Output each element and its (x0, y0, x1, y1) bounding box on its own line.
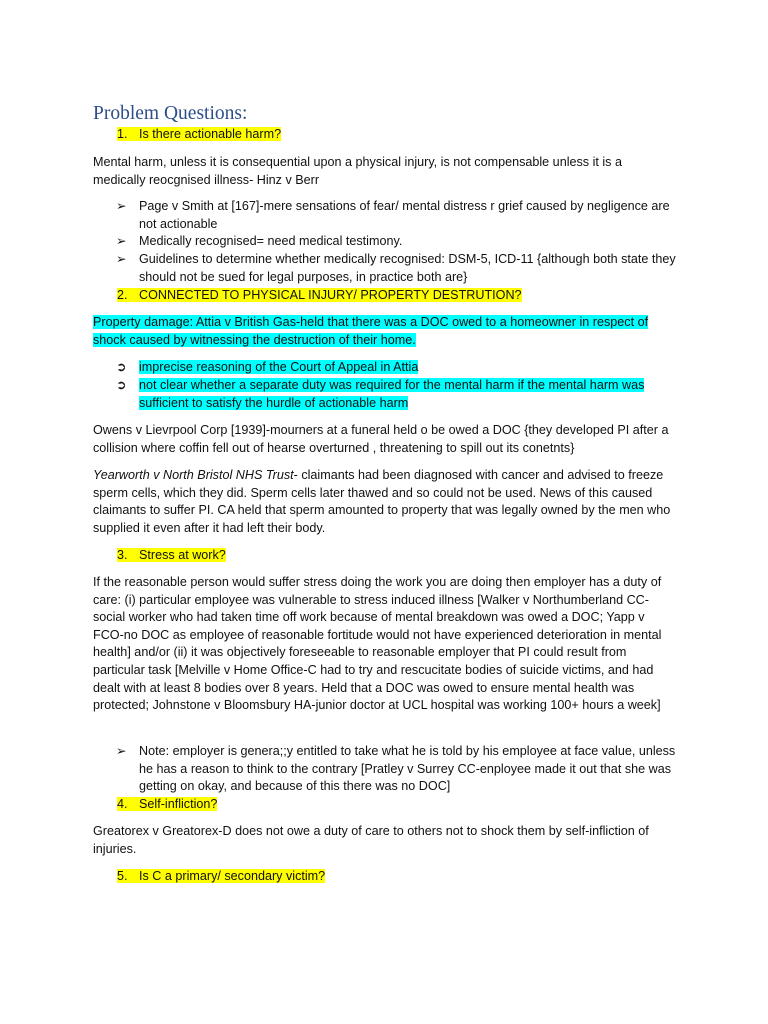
question-4: 4. Self-infliction? (117, 797, 218, 811)
bullet-item: ➢ Medically recognised= need medical testimony. (116, 233, 676, 251)
question-3: 3. Stress at work? (117, 548, 226, 562)
bullet-item: ➢ Page v Smith at [167]-mere sensations of fear/ mental distress r grief caused by negligence are not actionable (116, 199, 670, 231)
case-name: Yearworth v North Bristol NHS Trust (93, 468, 294, 482)
arrow-bullet-item: ➲ imprecise reasoning of the Court of Appeal in Attia (116, 359, 676, 377)
page-title: Problem Questions: (93, 103, 248, 124)
double-arrow-bullet-icon: ➲ (116, 360, 127, 374)
paragraph-stress: If the reasonable person would suffer stress doing the work you are doing then employer has a duty of care: (i) particular employee was vulnerable to stress induced illness [Walker v Northumberland CC-social worker who had taken time off work because of mental breakdown was owed a DOC; Yapp v FCO-no DOC as employee of reasonable fortitude would not have experienced deterioration in mental health] and/or (ii) it was objectively foreseeable to reasonable employer that PI could result from particular task [Melville v Home Office-C had to try and rescucitate bodies of suicide victims, and had dealt with at least 8 bodies over 8 years. Held that a DOC was owed to ensure mental health was protected; Johnstone v Bloomsbury HA-junior doctor at UCL hospital was working 100+ hours a week] (93, 575, 662, 713)
question-5-text: Is C a primary/ secondary victim? (139, 869, 326, 883)
bullet-item: ➢ Note: employer is genera;;y entitled to take what he is told by his employee at face value, unless he has a reason to think to the contrary [Pratley v Surrey CC-enployee made it out that she was getting on okay, and because of this there was no DOC] (116, 744, 676, 794)
arrowhead-bullet-icon: ➢ (116, 199, 127, 213)
double-arrow-bullet-icon: ➲ (116, 378, 127, 392)
arrow-bullet-item: ➲ not clear whether a separate duty was required for the mental harm if the mental harm was sufficient to satisfy the hurdle of actionable harm (116, 378, 645, 410)
arrowhead-bullet-icon: ➢ (116, 252, 127, 266)
paragraph-mental-harm: Mental harm, unless it is consequential upon a physical injury, is not compensable unless it is a medically reocgnised illness- Hinz v Berr (93, 155, 622, 187)
question-2-text: CONNECTED TO PHYSICAL INJURY/ PROPERTY DESTRUTION? (139, 288, 522, 302)
arrowhead-bullet-icon: ➢ (116, 744, 127, 758)
question-4-text: Self-infliction? (139, 797, 218, 811)
paragraph-yearworth: Yearworth v North Bristol NHS Trust- claimants had been diagnosed with cancer and advised to freeze sperm cells, which they did. Sperm cells later thawed and so could not be used. News of this caused claimants to suffer PI. CA held that sperm amounted to property that was legally owned by the men who supplied it even after it had left their body. (93, 468, 671, 535)
question-3-text: Stress at work? (139, 548, 226, 562)
paragraph-greatorex: Greatorex v Greatorex-D does not owe a duty of care to others not to shock them by self-infliction of injuries. (93, 824, 649, 856)
question-1-text: Is there actionable harm? (139, 127, 282, 141)
paragraph-property-damage: Property damage: Attia v British Gas-held that there was a DOC owed to a homeowner in respect of shock caused by witnessing the destruction of their home. (93, 315, 649, 347)
paragraph-owens: Owens v Lievrpool Corp [1939]-mourners at a funeral held o be owed a DOC {they developed PI after a collision where coffin fell out of hearse overturned , threatening to spill out its conetnts} (93, 423, 669, 455)
question-1: 1. Is there actionable harm? (117, 127, 282, 141)
bullet-item: ➢ Guidelines to determine whether medically recognised: DSM-5, ICD-11 {although both state they should not be sued for legal purposes, in practice both are} (116, 252, 676, 284)
arrowhead-bullet-icon: ➢ (116, 234, 127, 248)
question-2: 2. CONNECTED TO PHYSICAL INJURY/ PROPERTY DESTRUTION? (117, 288, 522, 302)
question-5: 5. Is C a primary/ secondary victim? (117, 869, 326, 883)
